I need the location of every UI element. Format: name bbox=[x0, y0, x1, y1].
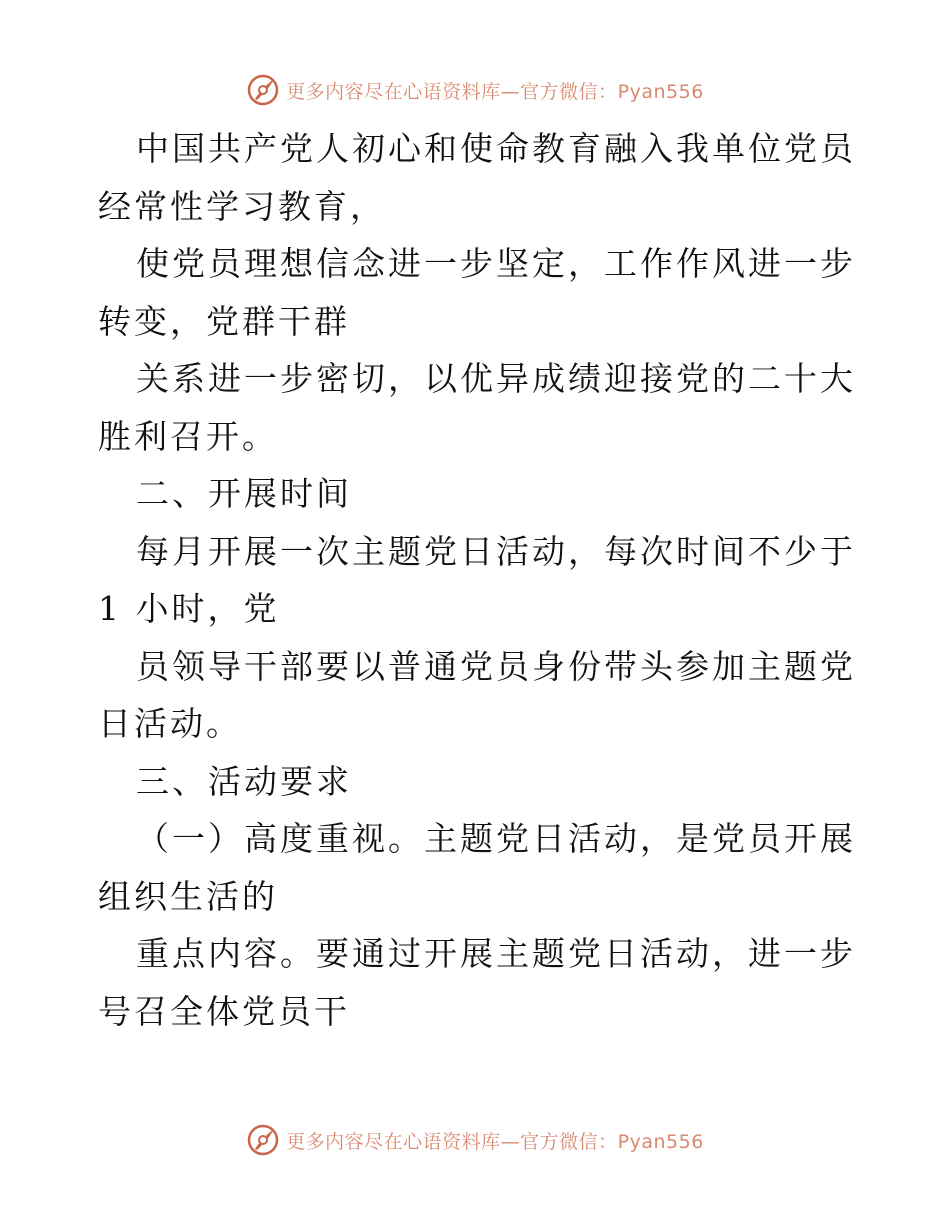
paragraph: 中国共产党人初心和使命教育融入我单位党员经常性学习教育， bbox=[98, 129, 856, 226]
section-heading: 二、开展时间 bbox=[136, 474, 352, 513]
watermark-text: 更多内容尽在心语资料库—官方微信：Pyan556 bbox=[286, 80, 704, 103]
watermark-text: 更多内容尽在心语资料库—官方微信：Pyan556 bbox=[286, 1130, 704, 1153]
paragraph: 员领导干部要以普通党员身份带头参加主题党日活动。 bbox=[98, 646, 856, 743]
paragraph: （一）高度重视。主题党日活动，是党员开展组织生活的 bbox=[98, 819, 856, 916]
paragraph: 重点内容。要通过开展主题党日活动，进一步号召全体党员干 bbox=[98, 934, 856, 1031]
quill-logo-icon bbox=[246, 73, 280, 107]
paragraph: 每月开展一次主题党日活动，每次时间不少于 1 小时，党 bbox=[98, 531, 856, 628]
document-body bbox=[98, 120, 858, 1040]
footer-watermark bbox=[0, 1120, 950, 1160]
header-watermark bbox=[0, 70, 950, 110]
paragraph: 使党员理想信念进一步坚定，工作作风进一步转变，党群干群 bbox=[98, 244, 856, 341]
paragraph: 关系进一步密切，以优异成绩迎接党的二十大胜利召开。 bbox=[98, 359, 856, 456]
section-heading: 三、活动要求 bbox=[136, 761, 352, 801]
quill-logo-icon bbox=[246, 1123, 280, 1157]
